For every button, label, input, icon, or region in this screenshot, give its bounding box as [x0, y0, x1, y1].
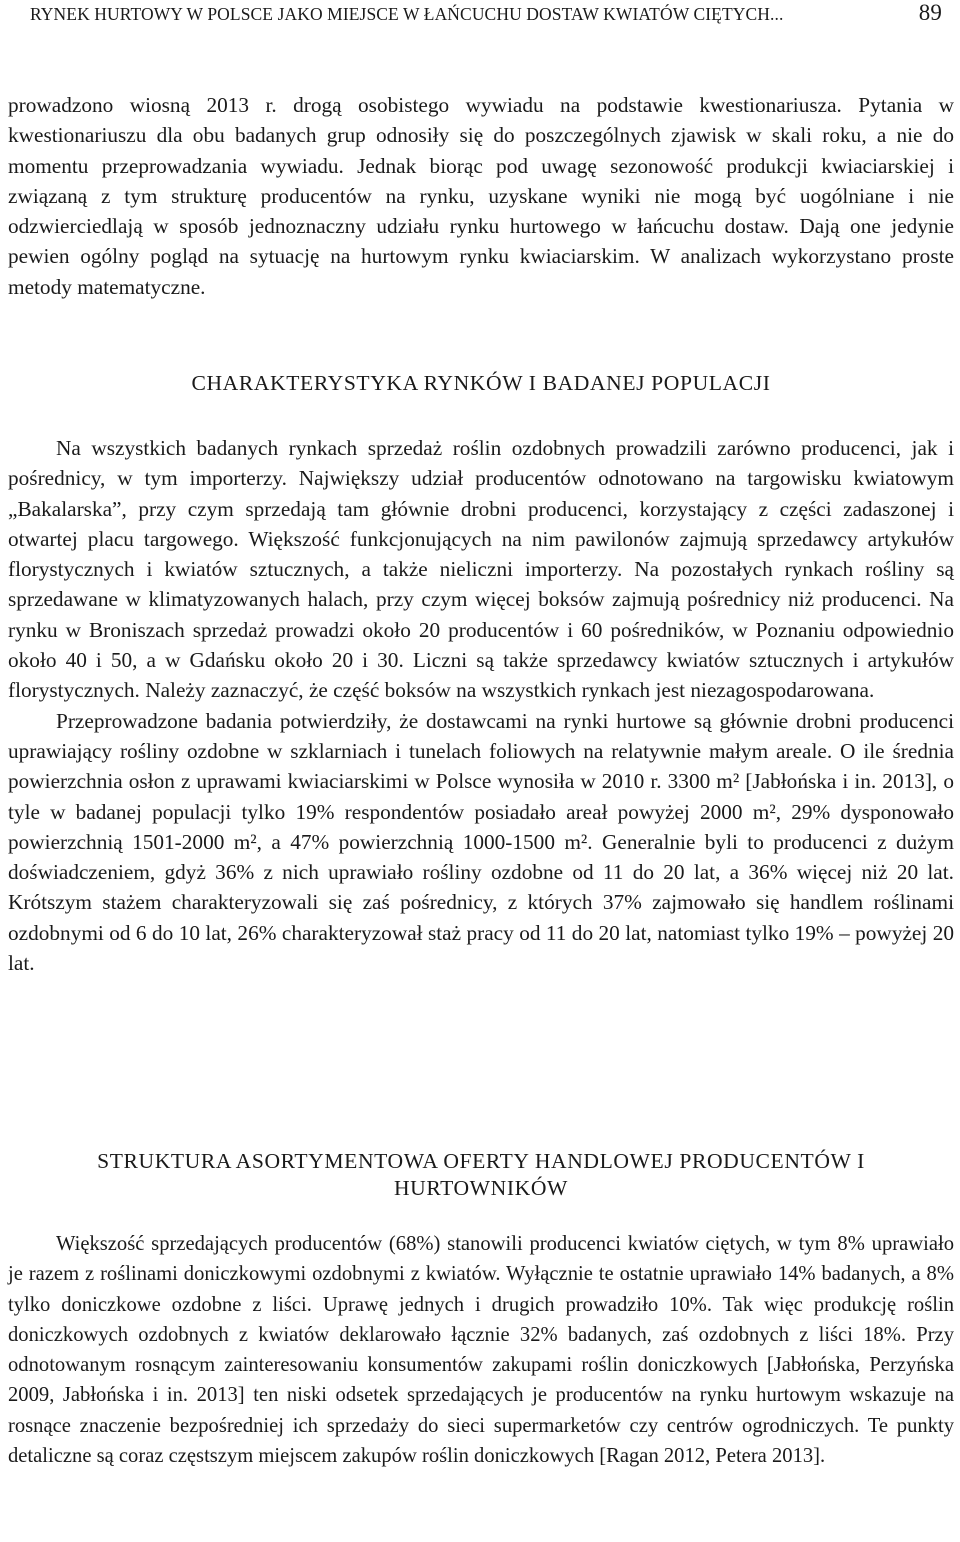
paragraph: Większość sprzedających producentów (68%) stanowili producenci kwiatów ciętych, w tym 8% uprawiało je razem z roślinami doniczkowymi ozdobnymi z kwiatów. Wyłącznie te ostatnie uprawiało 14% badanych, a 8% tylko doniczkowe ozdobne z liści. Uprawę jednych i drugich prowadziło 10%. Tak więc produkcję roślin doniczkowych ozdobnych z kwiatów deklarowało łącznie 32% badanych, zaś ozdobnych z liści 18%. Przy odnotowanym rosnącym zainteresowaniu konsumentów zakupami roślin doniczkowych [Jabłońska, Perzyńska 2009, Jabłońska i in. 2013] ten niski odsetek sprzedających je producentów na rynku hurtowym wskazuje na rosnące znaczenie bezpośredniej ich sprzedaży do sieci supermarketów czy centrów ogrodniczych. Te punkty detaliczne są coraz częstszym miejscem zakupów roślin doniczkowych [Ragan 2012, Petera 2013]. — [8, 1233, 954, 1468]
page-number: 89 — [918, 0, 942, 25]
section-characteristics-text — [8, 433, 954, 978]
running-title: RYNEK HURTOWY W POLSCE JAKO MIEJSCE W ŁAŃCUCHU DOSTAW KWIATÓW CIĘTYCH... — [30, 4, 784, 24]
paragraph: prowadzono wiosną 2013 r. drogą osobistego wywiadu na podstawie kwestionariusza. Pytania w kwestionariuszu dla obu badanych grup odnosiły się do poszczególnych zjawisk w skali roku, a nie do momentu przeprowadzania wywiadu. Jednak biorąc pod uwagę sezonowość produkcji kwiaciarskiej i związaną z tym strukturę producentów na rynku, uzyskane wyniki nie mogą być uogólniane i nie odzwierciedlają w sposób jednoznaczny udziału rynku hurtowego w łańcuchu dostaw. Dają one jedynie pewien ogólny pogląd na sytuację na hurtowym rynku kwiaciarskim. W analizach wykorzystano proste metody matematyczne. — [8, 93, 954, 299]
running-header — [30, 0, 952, 30]
section-heading-assortment: STRUKTURA ASORTYMENTOWA OFERTY HANDLOWEJ PRODUCENTÓW I HURTOWNIKÓW — [97, 1149, 865, 1200]
intro-text-block — [8, 90, 954, 302]
section-assortment-text — [8, 1229, 954, 1471]
section-heading-characteristics: CHARAKTERYSTYKA RYNKÓW I BADANEJ POPULACJI — [191, 371, 771, 395]
paragraph: Na wszystkich badanych rynkach sprzedaż roślin ozdobnych prowadzili zarówno producenci, jak i pośrednicy, w tym importerzy. Największy udział producentów odnotowano na targowisku kwiatowym „Bakalarska”, przy czym sprzedają tam głównie drobni producenci, korzystający z części zadaszonej i otwartej placu targowego. Większość funkcjonujących na nim pawilonów zajmują sprzedawcy artykułów florystycznych i kwiatów sztucznych, a także nieliczni importerzy. Na pozostałych rynkach rośliny są sprzedawane w klimatyzowanych halach, przy czym więcej boksów zajmują pośrednicy niż producenci. Na rynku w Broniszach sprzedaż prowadzi około 20 producentów i 60 pośredników, w Poznaniu odpowiednio około 40 i 50, a w Gdańsku około 20 i 30. Liczni są także sprzedawcy kwiatów sztucznych i artykułów florystycznych. Należy zaznaczyć, że część boksów na wszystkich rynkach jest niezagospodarowana. — [8, 436, 954, 703]
paragraph: Przeprowadzone badania potwierdziły, że dostawcami na rynki hurtowe są głównie drobni producenci uprawiający rośliny ozdobne w szklarniach i tunelach foliowych na relatywnie małym areale. O ile średnia powierzchnia osłon z uprawami kwiaciarskimi w Polsce wynosiła w 2010 r. 3300 m² [Jabłońska i in. 2013], o tyle w badanej populacji tylko 19% respondentów posiadało areał powyżej 2000 m², 29% dysponowało powierzchnią 1501-2000 m², a 47% powierzchnią 1000-1500 m². Generalnie byli to producenci z dużym doświadczeniem, gdyż 36% z nich uprawiało rośliny ozdobne od 11 do 20 lat, a 36% więcej niż 20 lat. Krótszym stażem charakteryzowali się zaś pośrednicy, z których 37% zajmowało się handlem roślinami ozdobnymi od 6 do 10 lat, 26% charakteryzował staż pracy od 11 do 20 lat, natomiast tylko 19% – powyżej 20 lat. — [8, 708, 954, 976]
